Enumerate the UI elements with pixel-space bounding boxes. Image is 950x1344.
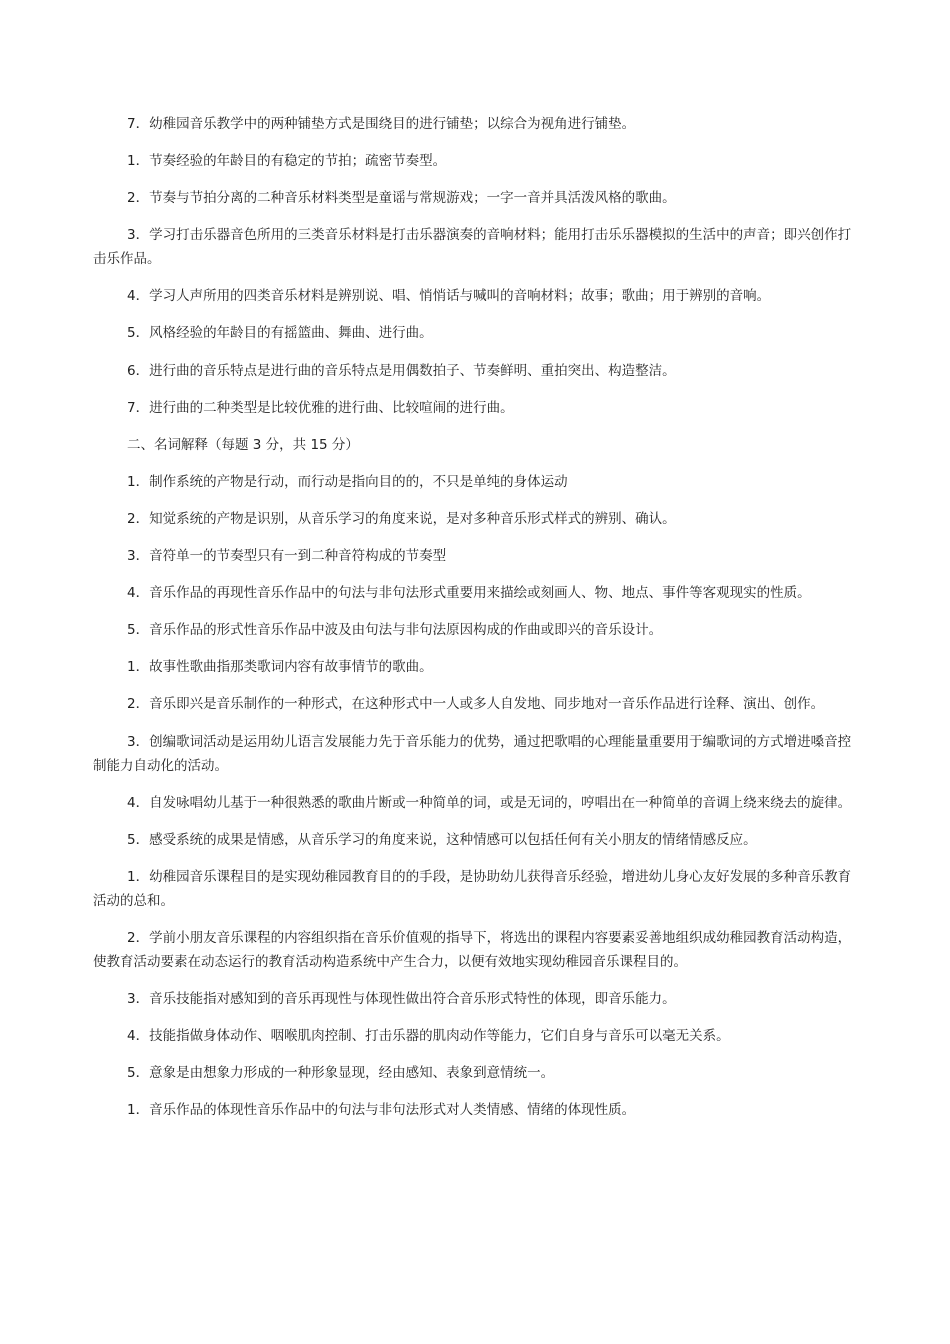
- paragraph: 5．感受系统的成果是情感，从音乐学习的角度来说，这种情感可以包括任何有关小朋友的情绪情感反应。: [127, 831, 757, 848]
- paragraph: 4．自发咏唱幼儿基于一种很熟悉的歌曲片断或一种简单的词，或是无词的，哼唱出在一种简单的音调上绕来绕去的旋律。: [127, 794, 852, 811]
- paragraph: 2．知觉系统的产物是识别，从音乐学习的角度来说，是对多种音乐形式样式的辨别、确认。: [127, 510, 676, 527]
- paragraph: 1．故事性歌曲指那类歌词内容有故事情节的歌曲。: [127, 659, 433, 676]
- paragraph: 2．音乐即兴是音乐制作的一种形式，在这种形式中一人或多人自发地、同步地对一音乐作品进行诠释、演出、创作。: [127, 696, 825, 713]
- paragraph: 4．音乐作品的再现性音乐作品中的句法与非句法形式重要用来描绘或刻画人、物、地点、事件等客观现实的性质。: [127, 585, 811, 602]
- paragraph: 3．学习打击乐器音色所用的三类音乐材料是打击乐器演奏的音响材料；能用打击乐乐器模拟的生活中的声音；即兴创作打击乐作品。: [93, 227, 852, 268]
- paragraph: 5．风格经验的年龄目的有摇篮曲、舞曲、进行曲。: [127, 325, 433, 342]
- paragraph: 1．音乐作品的体现性音乐作品中的句法与非句法形式对人类情感、情绪的体现性质。: [127, 1102, 636, 1119]
- paragraph: 4．技能指做身体动作、咽喉肌肉控制、打击乐器的肌肉动作等能力，它们自身与音乐可以毫无关系。: [127, 1028, 730, 1045]
- paragraph: 2．学前小朋友音乐课程的内容组织指在音乐价值观的指导下，将选出的课程内容要素妥善地组织成幼稚园教育活动构造，使教育活动要素在动态运行的教育活动构造系统中产生合力，以便有效地实现幼稚园音乐课程目的。: [93, 929, 852, 970]
- paragraph: 3．创编歌词活动是运用幼儿语言发展能力先于音乐能力的优势，通过把歌唱的心理能量重要用于编歌词的方式增进嗓音控制能力自动化的活动。: [93, 733, 852, 774]
- document-body: [93, 112, 861, 1135]
- paragraph: 2．节奏与节拍分离的二种音乐材料类型是童谣与常规游戏；一字一音并具活泼风格的歌曲。: [127, 190, 676, 207]
- paragraph: 5．音乐作品的形式性音乐作品中波及由句法与非句法原因构成的作曲或即兴的音乐设计。: [127, 622, 663, 639]
- paragraph: 5．意象是由想象力形成的一种形象显现，经由感知、表象到意情统一。: [127, 1065, 555, 1082]
- paragraph: 4．学习人声所用的四类音乐材料是辨别说、唱、悄悄话与喊叫的音响材料；故事；歌曲；用于辨别的音响。: [127, 288, 771, 305]
- paragraph: 1．幼稚园音乐课程目的是实现幼稚园教育目的的手段，是协助幼儿获得音乐经验，增进幼儿身心友好发展的多种音乐教育活动的总和。: [93, 868, 852, 909]
- paragraph: 7．进行曲的二种类型是比较优雅的进行曲、比较喧闹的进行曲。: [127, 399, 514, 416]
- paragraph: 7．幼稚园音乐教学中的两种铺垫方式是围绕目的进行铺垫；以综合为视角进行铺垫。: [127, 116, 636, 132]
- paragraph: 1．节奏经验的年龄目的有稳定的节拍；疏密节奏型。: [127, 153, 447, 170]
- section-heading: 二、名词解释（每题 3 分，共 15 分）: [127, 436, 359, 453]
- paragraph: 6．进行曲的音乐特点是进行曲的音乐特点是用偶数拍子、节奏鲜明、重拍突出、构造整洁。: [127, 362, 676, 379]
- paragraph: 1．制作系统的产物是行动，而行动是指向目的的，不只是单纯的身体运动: [127, 473, 568, 490]
- paragraph: 3．音乐技能指对感知到的音乐再现性与体现性做出符合音乐形式特性的体现，即音乐能力。: [127, 990, 676, 1007]
- paragraph: 3．音符单一的节奏型只有一到二种音符构成的节奏型: [127, 548, 447, 565]
